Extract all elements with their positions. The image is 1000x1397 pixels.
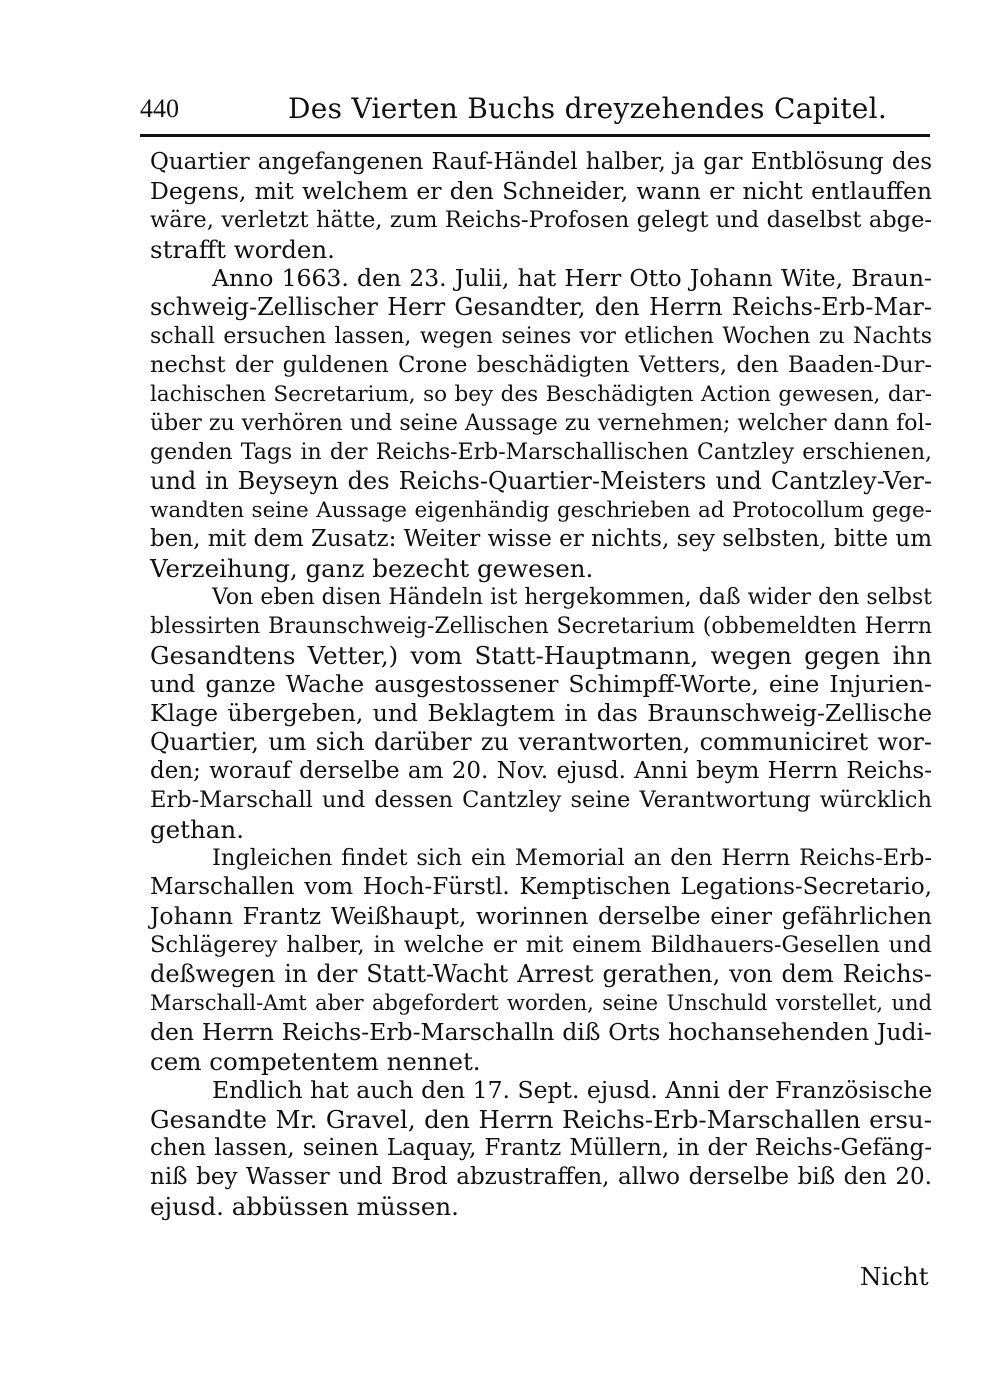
text-line: Quartier angefangenen Rauf-Händel halber, ja gar Entblösung des bbox=[150, 149, 932, 175]
text-line: cem competentem nennet. bbox=[150, 1047, 481, 1076]
running-title: Des Vierten Buchs dreyzehendes Capitel. bbox=[288, 92, 888, 125]
text-line: Marschallen vom Hoch-Fürstl. Kemptischen Legations-Secretario, bbox=[150, 874, 932, 900]
text-line: Gesandte Mr. Gravel, den Herrn Reichs-Erb-Marschallen ersu- bbox=[150, 1105, 932, 1134]
text-line: den; worauf derselbe am 20. Nov. ejusd. Anni beym Herrn Reichs- bbox=[150, 758, 932, 784]
text-line: über zu verhören und seine Aussage zu vernehmen; welcher dann fol- bbox=[150, 411, 932, 436]
text-line: Gesandtens Vetter,) vom Statt-Hauptmann, wegen gegen ihn bbox=[150, 641, 932, 670]
text-line: schweig-Zellischer Herr Gesandter, den Herrn Reichs-Erb-Mar- bbox=[150, 293, 932, 321]
text-line: nechst der guldenen Crone beschädigten Vetters, den Baaden-Dur- bbox=[150, 352, 932, 378]
text-line: Verzeihung, ganz bezecht gewesen. bbox=[150, 554, 594, 583]
text-line: Endlich hat auch den 17. Sept. ejusd. Anni der Französische bbox=[212, 1076, 933, 1104]
text-line: wandten seine Aussage eigenhändig geschrieben ad Protocollum gege- bbox=[150, 498, 932, 523]
text-line: wäre, verletzt hätte, zum Reichs-Profosen gelegt und daselbst abge- bbox=[150, 207, 932, 233]
text-line: Quartier, um sich darüber zu verantworten, communiciret wor- bbox=[150, 728, 932, 756]
text-line: genden Tags in der Reichs-Erb-Marschallischen Cantzley erschienen, bbox=[150, 440, 932, 465]
text-line: Marschall-Amt aber abgefordert worden, seine Unschuld vorstellet, und bbox=[150, 991, 932, 1015]
text-line: Degens, mit welchem er den Schneider, wann er nicht entlauffen bbox=[150, 177, 932, 205]
page-number: 440 bbox=[140, 94, 179, 123]
text-line: gethan. bbox=[150, 815, 244, 844]
header-rule bbox=[140, 134, 930, 137]
text-line: niß bey Wasser und Brod abzustraffen, allwo derselbe biß den 20. bbox=[150, 1164, 932, 1190]
text-line: Von eben disen Händeln ist hergekommen, daß wider den selbst bbox=[212, 585, 932, 610]
catchword: Nicht bbox=[860, 1262, 929, 1291]
text-line: und in Beyseyn des Reichs-Quartier-Meisters und Cantzley-Ver- bbox=[150, 467, 932, 495]
page-header bbox=[140, 88, 940, 128]
text-line: Schlägerey halber, in welche er mit einem Bildhauers-Gesellen und bbox=[150, 932, 932, 958]
text-line: strafft worden. bbox=[150, 235, 335, 264]
text-line: ejusd. abbüssen müssen. bbox=[150, 1192, 459, 1221]
text-line: Erb-Marschall und dessen Cantzley seine Verantwortung würcklich bbox=[150, 787, 932, 813]
text-line: schall ersuchen lassen, wegen seines vor etlichen Wochen zu Nachts bbox=[150, 324, 932, 349]
text-line: lachischen Secretarium, so bey des Beschädigten Action gewesen, dar- bbox=[150, 382, 932, 407]
text-line: und ganze Wache ausgestossener Schimpff-Worte, eine Injurien- bbox=[150, 670, 932, 698]
text-line: den Herrn Reichs-Erb-Marschalln diß Orts hochansehenden Judi- bbox=[150, 1018, 932, 1046]
text-line: Johann Frantz Weißhaupt, worinnen derselbe einer gefährlichen bbox=[150, 902, 932, 930]
text-line: ben, mit dem Zusatz: Weiter wisse er nichts, sey selbsten, bitte um bbox=[150, 526, 932, 552]
text-line: Anno 1663. den 23. Julii, hat Herr Otto Johann Wite, Braun- bbox=[212, 264, 932, 292]
text-line: chen lassen, seinen Laquay, Frantz Müllern, in der Reichs-Gefäng- bbox=[150, 1135, 932, 1161]
text-line: blessirten Braunschweig-Zellischen Secretarium (obbemeldten Herrn bbox=[150, 614, 932, 639]
text-line: Ingleichen findet sich ein Memorial an den Herrn Reichs-Erb- bbox=[212, 845, 932, 871]
text-line: Klage übergeben, und Beklagtem in das Braunschweig-Zellische bbox=[150, 699, 932, 727]
text-line: deßwegen in der Statt-Wacht Arrest gerathen, von dem Reichs- bbox=[150, 960, 932, 988]
